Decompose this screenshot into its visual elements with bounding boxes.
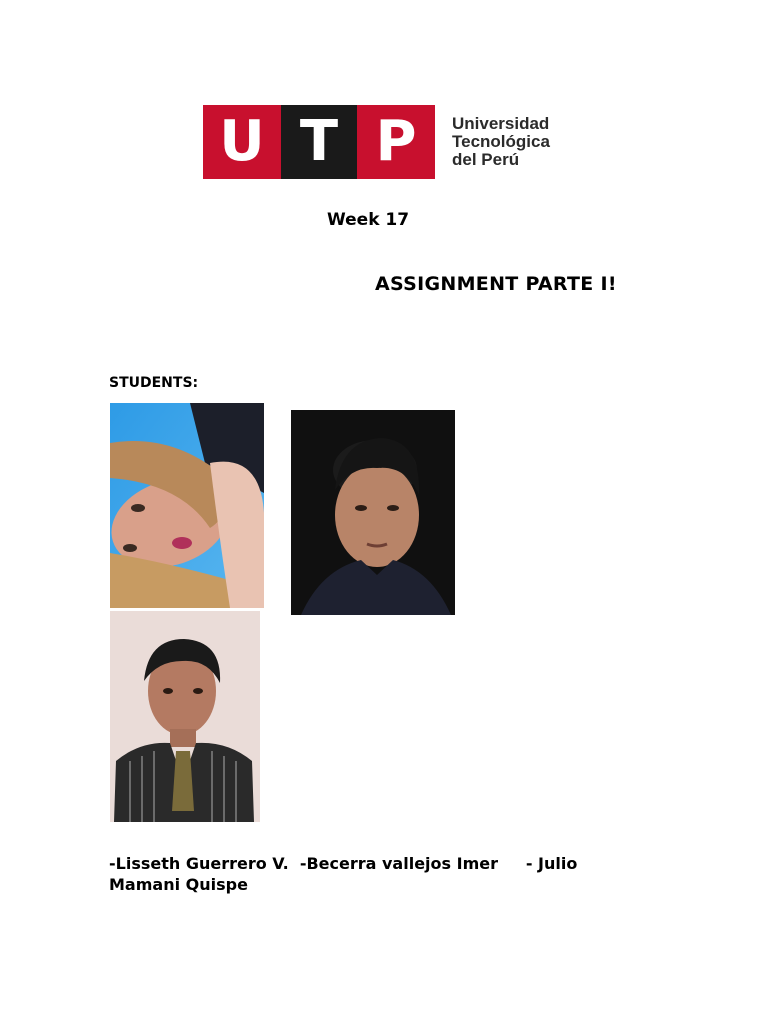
logo-letter-p: P	[357, 105, 435, 179]
utp-logo	[203, 105, 563, 179]
assignment-title: ASSIGNMENT PARTE I!	[375, 273, 617, 295]
logo-letter-u: U	[203, 105, 281, 179]
logo-text-line-1: Universidad	[452, 114, 550, 133]
student-photo-2	[291, 410, 455, 615]
student-photo-1	[110, 403, 264, 608]
logo-text-line-2: Tecnológica	[452, 132, 550, 151]
students-label: STUDENTS:	[109, 375, 199, 391]
student-names: -Lisseth Guerrero V. -Becerra vallejos Imer - Julio Mamani Quispe	[109, 854, 583, 894]
student-photo-3	[110, 611, 260, 822]
logo-letter-t: T	[281, 105, 357, 179]
logo-university-name	[452, 115, 572, 169]
week-label: Week 17	[327, 210, 410, 230]
logo-text-line-3: del Perú	[452, 150, 520, 169]
